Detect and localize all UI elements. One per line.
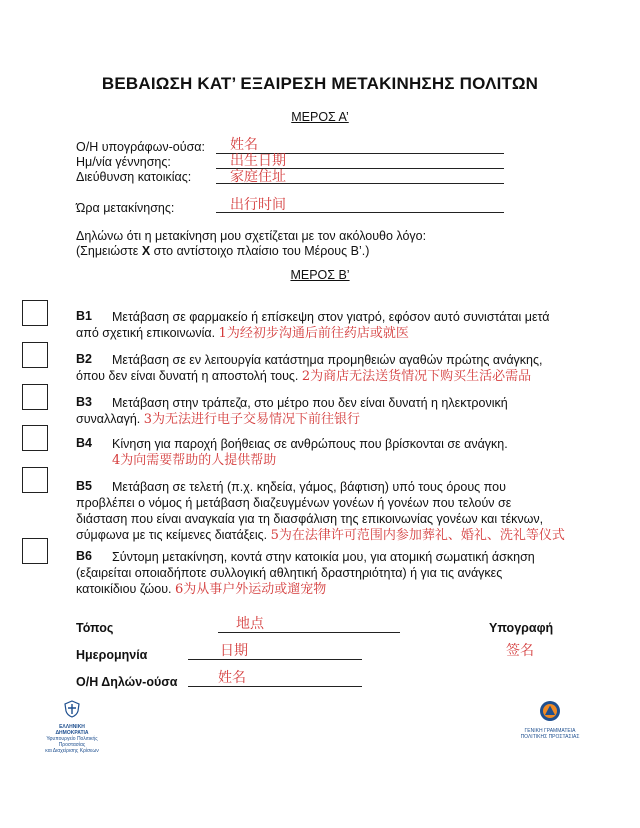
dob-label: Ημ/νία γέννησης: (76, 155, 171, 169)
option-code-b1: B1 (76, 309, 92, 323)
declarant-field[interactable] (188, 686, 362, 687)
place-field[interactable] (218, 632, 400, 633)
time-note: 出行时间 (230, 197, 286, 213)
civil-protection-emblem-icon (539, 700, 561, 722)
option-note-b4: 4为向需要帮助的人提供帮助 (112, 453, 277, 468)
checkbox-b3[interactable] (22, 384, 48, 410)
option-text-b4: Κίνηση για παροχή βοήθειας σε ανθρώπους που βρίσκονται σε ανάγκη. 4为向需要帮助的人提供帮助 (112, 437, 508, 468)
signature-label: Υπογραφή (489, 621, 554, 635)
option-code-b4: B4 (76, 436, 92, 450)
civil-protection-logo: ΓΕΝΙΚΗ ΓΡΑΜΜΑΤΕΙΑ ΠΟΛΙΤΙΚΗΣ ΠΡΟΣΤΑΣΙΑΣ (520, 700, 580, 740)
declarant-note: 姓名 (218, 670, 246, 686)
checkbox-b6[interactable] (22, 538, 48, 564)
option-note-b3: 3为无法进行电子交易情况下前往银行 (143, 412, 361, 427)
hellenic-republic-logo: ΕΛΛΗΝΙΚΗ ΔΗΜΟΚΡΑΤΙΑ Υφυπουργείο Πολιτικής Προστασίας και Διαχείρισης Κρίσεων (42, 700, 102, 754)
address-note: 家庭住址 (230, 169, 286, 185)
option-text-b3: Μετάβαση στην τράπεζα, στο μέτρο που δεν είναι δυνατή η ηλεκτρονική συναλλαγή. 3为无法进行电子交易情况下前往银行 (76, 396, 508, 427)
option-note-b2: 2为商店无法送货情况下购买生活必需品 (301, 369, 532, 384)
declaration-line-2: (Σημειώστε Χ στο αντίστοιχο πλαίσιο του Μέρους Β’.) (76, 244, 370, 258)
option-code-b3: B3 (76, 395, 92, 409)
place-label: Τόπος (76, 621, 114, 635)
option-code-b6: B6 (76, 549, 92, 563)
option-text-b6: Σύντομη μετακίνηση, κοντά στην κατοικία μου, για ατομική σωματική άσκηση (εξαιρείται οποιαδήποτε συλλογική αθλητική δραστηριότητα) ή για τις ανάγκες κατοικίδιου ζώου. 6为从事户外运动或遛宠物 (76, 550, 535, 597)
declaration-line-1: Δηλώνω ότι η μετακίνηση μου σχετίζεται με τον ακόλουθο λόγο: (76, 229, 427, 243)
date-label: Ημερομηνία (76, 648, 148, 662)
signer-label: Ο/Η υπογράφων-ούσα: (76, 140, 205, 154)
signature-note: 签名 (506, 643, 534, 659)
checkbox-b1[interactable] (22, 300, 48, 326)
option-note-b5: 5为在法律许可范围内参加葬礼、婚礼、洗礼等仪式 (270, 528, 565, 543)
dob-note: 出生日期 (230, 153, 286, 169)
checkbox-b4[interactable] (22, 425, 48, 451)
option-text-b5: Μετάβαση σε τελετή (π.χ. κηδεία, γάμος, βάφτιση) υπό τους όρους που προβλέπει ο νόμος ή μετάβαση διαζευγμένων γονέων ή γονέων που τελούν σε διάσταση που είναι αναγκαία για τη διασφάλιση της επικοινωνίας γονέων και τέκνων, σύμφωνα με τις κείμενες διατάξεις. 5为在法律许可范围内参加葬礼、婚礼、洗礼等仪式 (76, 480, 565, 543)
part-b-heading: ΜΕΡΟΣ Β’ (290, 268, 350, 282)
document-title: ΒΕΒΑΙΩΣΗ ΚΑΤ’ ΕΞΑΙΡΕΣΗ ΜΕΤΑΚΙΝΗΣΗΣ ΠΟΛΙΤΩΝ (101, 74, 539, 93)
address-field[interactable] (216, 183, 504, 184)
time-field[interactable] (216, 212, 504, 213)
coat-of-arms-icon (64, 700, 80, 718)
option-code-b2: B2 (76, 352, 92, 366)
option-text-b2: Μετάβαση σε εν λειτουργία κατάστημα προμηθειών αγαθών πρώτης ανάγκης, όπου δεν είναι δυνατή η αποστολή τους. 2为商店无法送货情况下购买生活必需品 (76, 353, 543, 384)
time-label: Ώρα μετακίνησης: (76, 201, 175, 215)
option-text-b1: Μετάβαση σε φαρμακείο ή επίσκεψη στον γιατρό, εφόσον αυτό συνιστάται μετά από σχετική επικοινωνία. 1为经初步沟通后前往药店或就医 (76, 310, 550, 341)
option-code-b5: B5 (76, 479, 92, 493)
date-field[interactable] (188, 659, 362, 660)
option-note-b6: 6为从事户外运动或遛宠物 (175, 582, 327, 597)
option-note-b1: 1为经初步沟通后前往药店或就医 (218, 326, 409, 341)
place-note: 地点 (236, 616, 264, 632)
date-note: 日期 (220, 643, 248, 659)
signer-note: 姓名 (230, 137, 258, 153)
checkbox-b5[interactable] (22, 467, 48, 493)
checkbox-b2[interactable] (22, 342, 48, 368)
declarant-label: Ο/Η Δηλών-ούσα (76, 675, 178, 689)
part-a-heading: ΜΕΡΟΣ Α’ (291, 110, 349, 124)
address-label: Διεύθυνση κατοικίας: (76, 170, 192, 184)
